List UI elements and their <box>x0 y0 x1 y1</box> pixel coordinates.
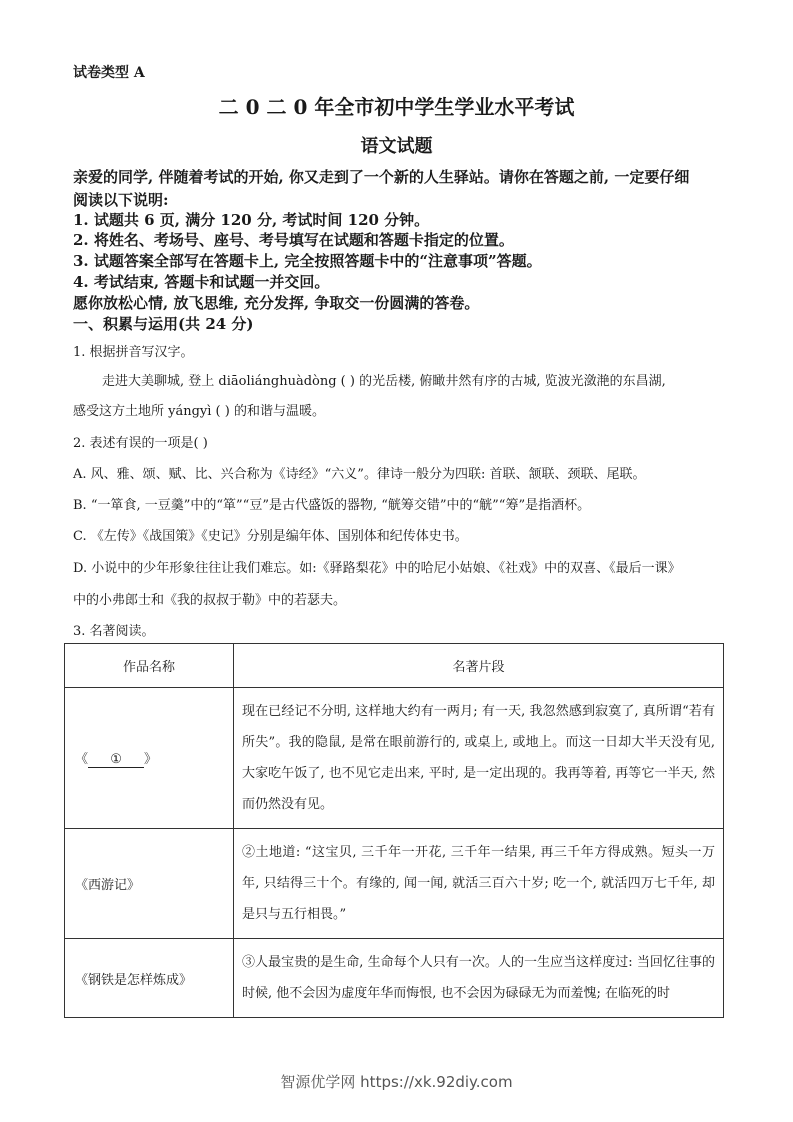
q1-line2: 感受这方土地所 yángyì ( ) 的和谐与温暖。 <box>73 404 325 419</box>
intro-wish: 愿你放松心情, 放飞思维, 充分发挥, 争取交一份圆满的答卷。 <box>73 294 480 312</box>
q2-prompt: 2. 表述有误的一项是( ) <box>73 436 208 451</box>
work-name-blank: ① <box>88 752 144 768</box>
q2-option-a: A. 风、雅、颂、赋、比、兴合称为《诗经》“六义”。律诗一般分为四联: 首联、颔联、颈联、尾联。 <box>73 467 646 482</box>
section1-heading: 一、积累与运用(共 24 分) <box>73 315 254 333</box>
work-name-suffix: 》 <box>144 752 158 767</box>
table-row <box>65 829 724 939</box>
work-name-prefix: 《 <box>75 752 89 767</box>
passage-cell: 现在已经记不分明, 这样地大约有一两月; 有一天, 我忽然感到寂寞了, 真所谓“若有所失”。我的隐鼠, 是常在眼前游行的, 或桌上, 或地上。而这一日却大半天没有见, 大家吃午饭了, 也不见它走出来, 平时, 是一定出现的。我再等着, 再等它一半天, 然而仍然没有见。 <box>234 688 724 829</box>
table-row <box>65 939 724 1018</box>
q2-option-b: B. “一箪食, 一豆羹”中的“箪”“豆”是古代盛饭的器物, “觥筹交错”中的“觥”“筹”是指酒杯。 <box>73 498 591 513</box>
intro-note-1: 1. 试题共 6 页, 满分 120 分, 考试时间 120 分钟。 <box>73 211 430 229</box>
work-name-cell: 《西游记》 <box>65 829 234 939</box>
table-row <box>65 688 724 829</box>
intro-greeting-line2: 阅读以下说明: <box>73 191 169 209</box>
works-table-header-row <box>65 644 724 688</box>
intro-note-3: 3. 试题答案全部写在答题卡上, 完全按照答题卡中的“注意事项”答题。 <box>73 252 542 270</box>
q1-prompt: 1. 根据拼音写汉字。 <box>73 345 194 360</box>
q2-option-d-line1: D. 小说中的少年形象往往让我们难忘。如:《驿路梨花》中的哈尼小姑娘、《社戏》中的双喜、《最后一课》 <box>73 561 681 576</box>
passage-cell: ②土地道: “这宝贝, 三千年一开花, 三千年一结果, 再三千年方得成熟。短头一万年, 只结得三十个。有缘的, 闻一闻, 就活三百六十岁; 吃一个, 就活四万七千年, 却是只与五行相畏。” <box>234 829 724 939</box>
intro-note-4: 4. 考试结束, 答题卡和试题一并交回。 <box>73 273 330 291</box>
header-work-name: 作品名称 <box>65 644 234 688</box>
q2-option-c: C. 《左传》《战国策》《史记》分别是编年体、国别体和纪传体史书。 <box>73 529 468 544</box>
intro-greeting-line1: 亲爱的同学, 伴随着考试的开始, 你又走到了一个新的人生驿站。请你在答题之前, 一定要仔细 <box>73 168 690 186</box>
work-name-cell: 《钢铁是怎样炼成》 <box>65 939 234 1018</box>
q3-prompt: 3. 名著阅读。 <box>73 624 155 639</box>
exam-title: 二 0 二 0 年全市初中学生学业水平考试 <box>218 95 575 119</box>
footer-watermark: 智源优学网 https://xk.92diy.com <box>280 1073 513 1091</box>
q2-option-d-line2: 中的小弗郎士和《我的叔叔于勒》中的若瑟夫。 <box>73 593 347 608</box>
intro-note-2: 2. 将姓名、考场号、座号、考号填写在试题和答题卡指定的位置。 <box>73 231 514 249</box>
passage-cell: ③人最宝贵的是生命, 生命每个人只有一次。人的一生应当这样度过: 当回忆往事的时候, 他不会因为虚度年华而悔恨, 也不会因为碌碌无为而羞愧; 在临死的时 <box>234 939 724 1018</box>
exam-subtitle: 语文试题 <box>360 136 433 157</box>
work-name-cell <box>65 688 234 829</box>
works-table <box>64 643 724 1018</box>
q1-line1: 走进大美聊城, 登上 diāoliánghuàdòng ( ) 的光岳楼, 俯瞰井然有序的古城, 览波光潋滟的东昌湖, <box>102 374 666 389</box>
paper-type: 试卷类型 A <box>73 65 145 81</box>
header-passage: 名著片段 <box>234 644 724 688</box>
